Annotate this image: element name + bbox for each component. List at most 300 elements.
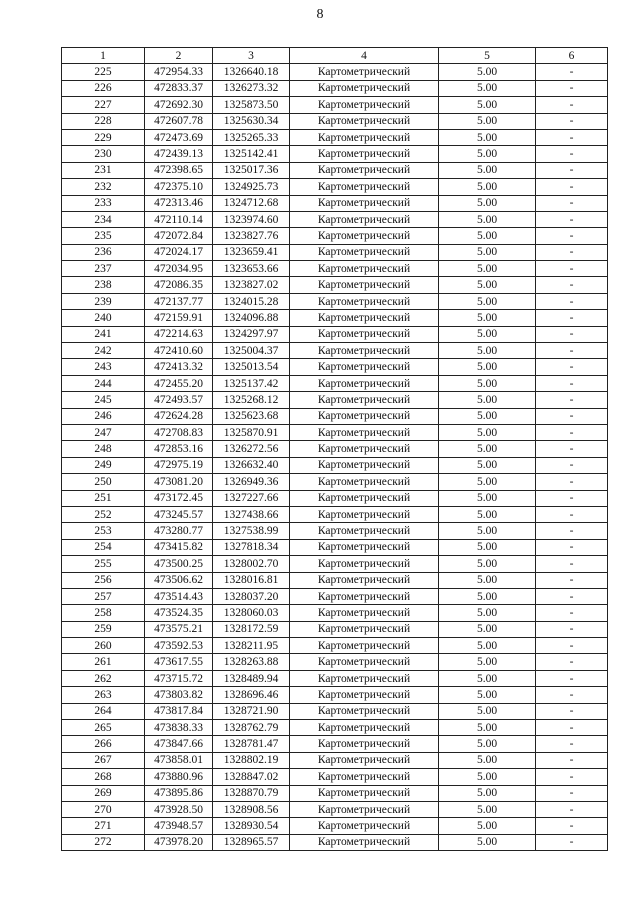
x-coordinate-cell: 472853.16 (145, 441, 213, 457)
point-number-cell: 237 (62, 261, 145, 277)
y-coordinate-cell: 1325265.33 (213, 129, 290, 145)
point-number-cell: 227 (62, 97, 145, 113)
table-row (62, 474, 608, 490)
point-number-cell: 264 (62, 703, 145, 719)
accuracy-cell: 5.00 (439, 359, 536, 375)
accuracy-cell: 5.00 (439, 97, 536, 113)
x-coordinate-cell: 473948.57 (145, 818, 213, 834)
method-cell: Картометрический (290, 588, 439, 604)
table-row (62, 113, 608, 129)
y-coordinate-cell: 1327538.99 (213, 523, 290, 539)
point-number-cell: 272 (62, 834, 145, 850)
x-coordinate-cell: 473928.50 (145, 801, 213, 817)
table-row (62, 244, 608, 260)
x-coordinate-cell: 472833.37 (145, 80, 213, 96)
x-coordinate-cell: 473575.21 (145, 621, 213, 637)
accuracy-cell: 5.00 (439, 670, 536, 686)
accuracy-cell: 5.00 (439, 474, 536, 490)
y-coordinate-cell: 1326949.36 (213, 474, 290, 490)
description-cell: - (536, 801, 608, 817)
accuracy-cell: 5.00 (439, 408, 536, 424)
accuracy-cell: 5.00 (439, 621, 536, 637)
accuracy-cell: 5.00 (439, 293, 536, 309)
point-number-cell: 269 (62, 785, 145, 801)
x-coordinate-cell: 473880.96 (145, 769, 213, 785)
description-cell: - (536, 539, 608, 555)
description-cell: - (536, 375, 608, 391)
point-number-cell: 271 (62, 818, 145, 834)
accuracy-cell: 5.00 (439, 506, 536, 522)
x-coordinate-cell: 472086.35 (145, 277, 213, 293)
point-number-cell: 253 (62, 523, 145, 539)
table-row (62, 293, 608, 309)
x-coordinate-cell: 473803.82 (145, 687, 213, 703)
point-number-cell: 239 (62, 293, 145, 309)
x-coordinate-cell: 472473.69 (145, 129, 213, 145)
y-coordinate-cell: 1323653.66 (213, 261, 290, 277)
method-cell: Картометрический (290, 556, 439, 572)
x-coordinate-cell: 473514.43 (145, 588, 213, 604)
method-cell: Картометрический (290, 703, 439, 719)
y-coordinate-cell: 1325870.91 (213, 424, 290, 440)
accuracy-cell: 5.00 (439, 179, 536, 195)
description-cell: - (536, 113, 608, 129)
table-row (62, 343, 608, 359)
y-coordinate-cell: 1328870.79 (213, 785, 290, 801)
x-coordinate-cell: 473838.33 (145, 720, 213, 736)
point-number-cell: 234 (62, 211, 145, 227)
accuracy-cell: 5.00 (439, 556, 536, 572)
x-coordinate-cell: 473172.45 (145, 490, 213, 506)
y-coordinate-cell: 1325017.36 (213, 162, 290, 178)
method-cell: Картометрический (290, 539, 439, 555)
accuracy-cell: 5.00 (439, 80, 536, 96)
description-cell: - (536, 720, 608, 736)
description-cell: - (536, 244, 608, 260)
y-coordinate-cell: 1326640.18 (213, 64, 290, 80)
description-cell: - (536, 293, 608, 309)
table-row (62, 408, 608, 424)
point-number-cell: 270 (62, 801, 145, 817)
table-row (62, 457, 608, 473)
point-number-cell: 244 (62, 375, 145, 391)
y-coordinate-cell: 1328060.03 (213, 605, 290, 621)
accuracy-cell: 5.00 (439, 834, 536, 850)
table-row (62, 277, 608, 293)
method-cell: Картометрический (290, 720, 439, 736)
accuracy-cell: 5.00 (439, 392, 536, 408)
method-cell: Картометрический (290, 638, 439, 654)
accuracy-cell: 5.00 (439, 752, 536, 768)
x-coordinate-cell: 473617.55 (145, 654, 213, 670)
y-coordinate-cell: 1328172.59 (213, 621, 290, 637)
point-number-cell: 247 (62, 424, 145, 440)
point-number-cell: 259 (62, 621, 145, 637)
accuracy-cell: 5.00 (439, 703, 536, 719)
point-number-cell: 240 (62, 310, 145, 326)
table-row (62, 211, 608, 227)
accuracy-cell: 5.00 (439, 424, 536, 440)
description-cell: - (536, 129, 608, 145)
method-cell: Картометрический (290, 162, 439, 178)
table-body (62, 64, 608, 851)
point-number-cell: 243 (62, 359, 145, 375)
method-cell: Картометрический (290, 408, 439, 424)
table-row (62, 605, 608, 621)
method-cell: Картометрический (290, 146, 439, 162)
description-cell: - (536, 572, 608, 588)
table-row (62, 834, 608, 850)
table-row (62, 556, 608, 572)
x-coordinate-cell: 472214.63 (145, 326, 213, 342)
description-cell: - (536, 408, 608, 424)
method-cell: Картометрический (290, 293, 439, 309)
point-number-cell: 256 (62, 572, 145, 588)
method-cell: Картометрический (290, 818, 439, 834)
accuracy-cell: 5.00 (439, 343, 536, 359)
accuracy-cell: 5.00 (439, 64, 536, 80)
table-row (62, 97, 608, 113)
table-row (62, 129, 608, 145)
y-coordinate-cell: 1323659.41 (213, 244, 290, 260)
table-row (62, 359, 608, 375)
method-cell: Картометрический (290, 687, 439, 703)
y-coordinate-cell: 1325268.12 (213, 392, 290, 408)
method-cell: Картометрический (290, 424, 439, 440)
y-coordinate-cell: 1324925.73 (213, 179, 290, 195)
point-number-cell: 241 (62, 326, 145, 342)
method-cell: Картометрический (290, 506, 439, 522)
x-coordinate-cell: 473817.84 (145, 703, 213, 719)
description-cell: - (536, 638, 608, 654)
description-cell: - (536, 277, 608, 293)
method-cell: Картометрический (290, 474, 439, 490)
table-row (62, 670, 608, 686)
accuracy-cell: 5.00 (439, 523, 536, 539)
description-cell: - (536, 490, 608, 506)
table-row (62, 523, 608, 539)
accuracy-cell: 5.00 (439, 441, 536, 457)
accuracy-cell: 5.00 (439, 687, 536, 703)
table-row (62, 80, 608, 96)
description-cell: - (536, 769, 608, 785)
description-cell: - (536, 424, 608, 440)
table-row (62, 736, 608, 752)
x-coordinate-cell: 473524.35 (145, 605, 213, 621)
table-row (62, 801, 608, 817)
accuracy-cell: 5.00 (439, 736, 536, 752)
point-number-cell: 246 (62, 408, 145, 424)
y-coordinate-cell: 1328696.46 (213, 687, 290, 703)
x-coordinate-cell: 473715.72 (145, 670, 213, 686)
description-cell: - (536, 64, 608, 80)
x-coordinate-cell: 473081.20 (145, 474, 213, 490)
column-header: 6 (536, 48, 608, 64)
description-cell: - (536, 474, 608, 490)
y-coordinate-cell: 1325004.37 (213, 343, 290, 359)
description-cell: - (536, 343, 608, 359)
table-row (62, 703, 608, 719)
method-cell: Картометрический (290, 654, 439, 670)
table-row (62, 654, 608, 670)
description-cell: - (536, 506, 608, 522)
method-cell: Картометрический (290, 752, 439, 768)
method-cell: Картометрический (290, 605, 439, 621)
table-row (62, 64, 608, 80)
point-number-cell: 260 (62, 638, 145, 654)
x-coordinate-cell: 472455.20 (145, 375, 213, 391)
x-coordinate-cell: 472072.84 (145, 228, 213, 244)
y-coordinate-cell: 1325137.42 (213, 375, 290, 391)
table-row (62, 621, 608, 637)
description-cell: - (536, 80, 608, 96)
description-cell: - (536, 654, 608, 670)
x-coordinate-cell: 473592.53 (145, 638, 213, 654)
table-row (62, 638, 608, 654)
point-number-cell: 265 (62, 720, 145, 736)
accuracy-cell: 5.00 (439, 638, 536, 654)
y-coordinate-cell: 1328489.94 (213, 670, 290, 686)
y-coordinate-cell: 1328930.54 (213, 818, 290, 834)
x-coordinate-cell: 473895.86 (145, 785, 213, 801)
table-row (62, 326, 608, 342)
point-number-cell: 248 (62, 441, 145, 457)
x-coordinate-cell: 473847.66 (145, 736, 213, 752)
point-number-cell: 232 (62, 179, 145, 195)
method-cell: Картометрический (290, 457, 439, 473)
y-coordinate-cell: 1328762.79 (213, 720, 290, 736)
point-number-cell: 254 (62, 539, 145, 555)
y-coordinate-cell: 1328847.02 (213, 769, 290, 785)
method-cell: Картометрический (290, 375, 439, 391)
y-coordinate-cell: 1325630.34 (213, 113, 290, 129)
method-cell: Картометрический (290, 572, 439, 588)
y-coordinate-cell: 1327818.34 (213, 539, 290, 555)
y-coordinate-cell: 1326272.56 (213, 441, 290, 457)
x-coordinate-cell: 472159.91 (145, 310, 213, 326)
point-number-cell: 266 (62, 736, 145, 752)
y-coordinate-cell: 1327227.66 (213, 490, 290, 506)
accuracy-cell: 5.00 (439, 146, 536, 162)
accuracy-cell: 5.00 (439, 720, 536, 736)
table-row (62, 539, 608, 555)
method-cell: Картометрический (290, 490, 439, 506)
method-cell: Картометрический (290, 769, 439, 785)
y-coordinate-cell: 1325013.54 (213, 359, 290, 375)
accuracy-cell: 5.00 (439, 244, 536, 260)
description-cell: - (536, 195, 608, 211)
x-coordinate-cell: 472607.78 (145, 113, 213, 129)
x-coordinate-cell: 472313.46 (145, 195, 213, 211)
point-number-cell: 268 (62, 769, 145, 785)
page-number: 8 (316, 7, 324, 22)
x-coordinate-cell: 473858.01 (145, 752, 213, 768)
description-cell: - (536, 687, 608, 703)
accuracy-cell: 5.00 (439, 539, 536, 555)
accuracy-cell: 5.00 (439, 195, 536, 211)
y-coordinate-cell: 1326632.40 (213, 457, 290, 473)
table-row (62, 375, 608, 391)
point-number-cell: 229 (62, 129, 145, 145)
accuracy-cell: 5.00 (439, 785, 536, 801)
point-number-cell: 251 (62, 490, 145, 506)
x-coordinate-cell: 472375.10 (145, 179, 213, 195)
x-coordinate-cell: 472624.28 (145, 408, 213, 424)
x-coordinate-cell: 472137.77 (145, 293, 213, 309)
point-number-cell: 263 (62, 687, 145, 703)
accuracy-cell: 5.00 (439, 588, 536, 604)
y-coordinate-cell: 1326273.32 (213, 80, 290, 96)
table-row (62, 228, 608, 244)
method-cell: Картометрический (290, 670, 439, 686)
y-coordinate-cell: 1327438.66 (213, 506, 290, 522)
table-header-row (62, 48, 608, 64)
description-cell: - (536, 457, 608, 473)
y-coordinate-cell: 1324015.28 (213, 293, 290, 309)
y-coordinate-cell: 1328781.47 (213, 736, 290, 752)
accuracy-cell: 5.00 (439, 129, 536, 145)
x-coordinate-cell: 472024.17 (145, 244, 213, 260)
x-coordinate-cell: 473245.57 (145, 506, 213, 522)
x-coordinate-cell: 472692.30 (145, 97, 213, 113)
point-number-cell: 226 (62, 80, 145, 96)
point-number-cell: 267 (62, 752, 145, 768)
x-coordinate-cell: 473415.82 (145, 539, 213, 555)
method-cell: Картометрический (290, 736, 439, 752)
table-row (62, 261, 608, 277)
x-coordinate-cell: 473506.62 (145, 572, 213, 588)
point-number-cell: 233 (62, 195, 145, 211)
description-cell: - (536, 588, 608, 604)
method-cell: Картометрический (290, 785, 439, 801)
description-cell: - (536, 162, 608, 178)
column-header: 1 (62, 48, 145, 64)
description-cell: - (536, 392, 608, 408)
point-number-cell: 238 (62, 277, 145, 293)
description-cell: - (536, 523, 608, 539)
table-row (62, 424, 608, 440)
column-header: 4 (290, 48, 439, 64)
point-number-cell: 258 (62, 605, 145, 621)
column-header: 2 (145, 48, 213, 64)
point-number-cell: 231 (62, 162, 145, 178)
y-coordinate-cell: 1324297.97 (213, 326, 290, 342)
x-coordinate-cell: 472410.60 (145, 343, 213, 359)
table-row (62, 490, 608, 506)
description-cell: - (536, 736, 608, 752)
table-row (62, 506, 608, 522)
table-row (62, 818, 608, 834)
x-coordinate-cell: 472708.83 (145, 424, 213, 440)
description-cell: - (536, 818, 608, 834)
accuracy-cell: 5.00 (439, 654, 536, 670)
y-coordinate-cell: 1324096.88 (213, 310, 290, 326)
y-coordinate-cell: 1325142.41 (213, 146, 290, 162)
y-coordinate-cell: 1323827.76 (213, 228, 290, 244)
table-row (62, 162, 608, 178)
method-cell: Картометрический (290, 277, 439, 293)
description-cell: - (536, 556, 608, 572)
accuracy-cell: 5.00 (439, 490, 536, 506)
accuracy-cell: 5.00 (439, 326, 536, 342)
point-number-cell: 228 (62, 113, 145, 129)
column-header: 5 (439, 48, 536, 64)
table-row (62, 720, 608, 736)
y-coordinate-cell: 1325623.68 (213, 408, 290, 424)
table-row (62, 769, 608, 785)
method-cell: Картометрический (290, 64, 439, 80)
column-header: 3 (213, 48, 290, 64)
method-cell: Картометрический (290, 523, 439, 539)
description-cell: - (536, 310, 608, 326)
x-coordinate-cell: 472493.57 (145, 392, 213, 408)
description-cell: - (536, 179, 608, 195)
accuracy-cell: 5.00 (439, 162, 536, 178)
point-number-cell: 262 (62, 670, 145, 686)
y-coordinate-cell: 1324712.68 (213, 195, 290, 211)
y-coordinate-cell: 1328211.95 (213, 638, 290, 654)
accuracy-cell: 5.00 (439, 310, 536, 326)
x-coordinate-cell: 472439.13 (145, 146, 213, 162)
accuracy-cell: 5.00 (439, 801, 536, 817)
accuracy-cell: 5.00 (439, 457, 536, 473)
description-cell: - (536, 97, 608, 113)
method-cell: Картометрический (290, 310, 439, 326)
description-cell: - (536, 326, 608, 342)
point-number-cell: 235 (62, 228, 145, 244)
method-cell: Картометрический (290, 359, 439, 375)
description-cell: - (536, 621, 608, 637)
description-cell: - (536, 228, 608, 244)
accuracy-cell: 5.00 (439, 605, 536, 621)
point-number-cell: 255 (62, 556, 145, 572)
method-cell: Картометрический (290, 211, 439, 227)
table-row (62, 179, 608, 195)
description-cell: - (536, 605, 608, 621)
table-row (62, 195, 608, 211)
y-coordinate-cell: 1328965.57 (213, 834, 290, 850)
point-number-cell: 249 (62, 457, 145, 473)
y-coordinate-cell: 1325873.50 (213, 97, 290, 113)
description-cell: - (536, 670, 608, 686)
method-cell: Картометрический (290, 343, 439, 359)
table-row (62, 392, 608, 408)
method-cell: Картометрический (290, 228, 439, 244)
accuracy-cell: 5.00 (439, 572, 536, 588)
accuracy-cell: 5.00 (439, 818, 536, 834)
accuracy-cell: 5.00 (439, 277, 536, 293)
description-cell: - (536, 785, 608, 801)
description-cell: - (536, 261, 608, 277)
description-cell: - (536, 359, 608, 375)
description-cell: - (536, 146, 608, 162)
accuracy-cell: 5.00 (439, 769, 536, 785)
point-number-cell: 236 (62, 244, 145, 260)
y-coordinate-cell: 1323974.60 (213, 211, 290, 227)
point-number-cell: 230 (62, 146, 145, 162)
method-cell: Картометрический (290, 195, 439, 211)
method-cell: Картометрический (290, 801, 439, 817)
point-number-cell: 242 (62, 343, 145, 359)
method-cell: Картометрический (290, 621, 439, 637)
point-number-cell: 245 (62, 392, 145, 408)
table-row (62, 572, 608, 588)
accuracy-cell: 5.00 (439, 228, 536, 244)
accuracy-cell: 5.00 (439, 375, 536, 391)
x-coordinate-cell: 473500.25 (145, 556, 213, 572)
description-cell: - (536, 703, 608, 719)
point-number-cell: 252 (62, 506, 145, 522)
